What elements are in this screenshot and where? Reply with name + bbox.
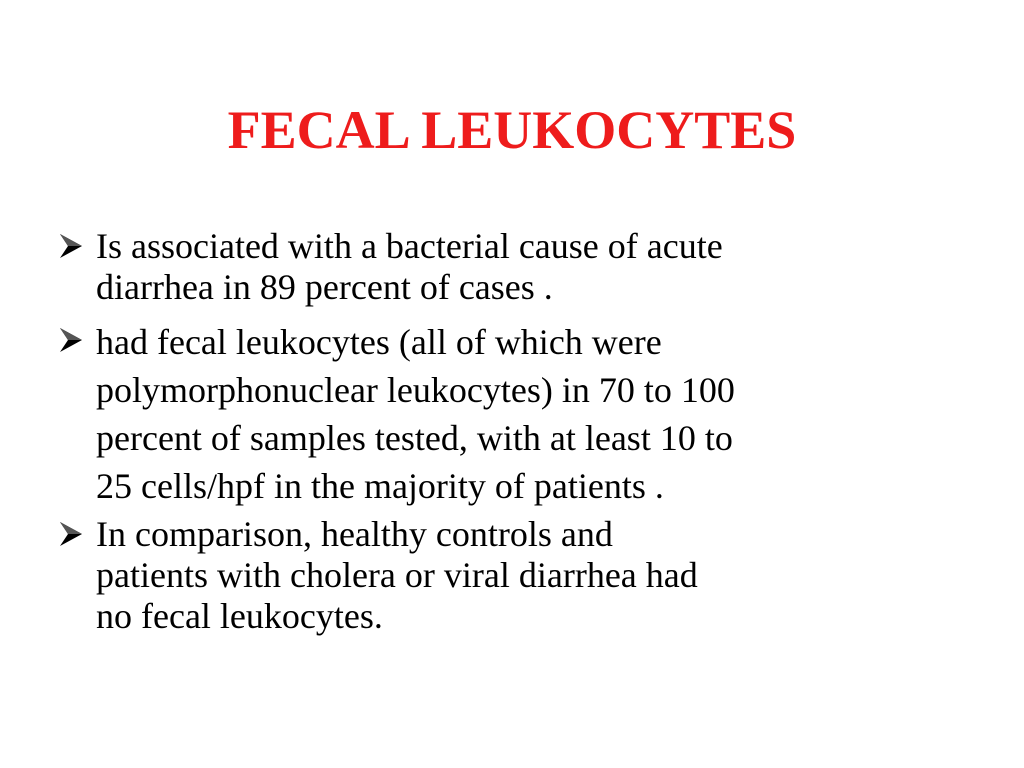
arrowhead-bullet-icon bbox=[58, 326, 84, 354]
bullet-line: diarrhea in 89 percent of cases . bbox=[96, 267, 553, 307]
bullet-line: no fecal leukocytes. bbox=[96, 596, 383, 636]
bullet-line: In comparison, healthy controls and bbox=[96, 514, 613, 554]
bullet-list bbox=[56, 226, 956, 637]
bullet-line: had fecal leukocytes (all of which were bbox=[96, 322, 662, 362]
bullet-item bbox=[56, 514, 956, 637]
bullet-item bbox=[56, 226, 956, 308]
arrowhead-bullet-icon bbox=[58, 520, 84, 548]
bullet-item bbox=[56, 318, 956, 510]
bullet-line: polymorphonuclear leukocytes) in 70 to 100 bbox=[96, 370, 735, 410]
bullet-line: percent of samples tested, with at least 10 to bbox=[96, 418, 733, 458]
bullet-line: Is associated with a bacterial cause of acute bbox=[96, 226, 723, 266]
bullet-line: patients with cholera or viral diarrhea had bbox=[96, 555, 698, 595]
arrowhead-bullet-icon bbox=[58, 232, 84, 260]
bullet-line: 25 cells/hpf in the majority of patients . bbox=[96, 466, 664, 506]
slide-title: FECAL LEUKOCYTES bbox=[227, 100, 797, 160]
